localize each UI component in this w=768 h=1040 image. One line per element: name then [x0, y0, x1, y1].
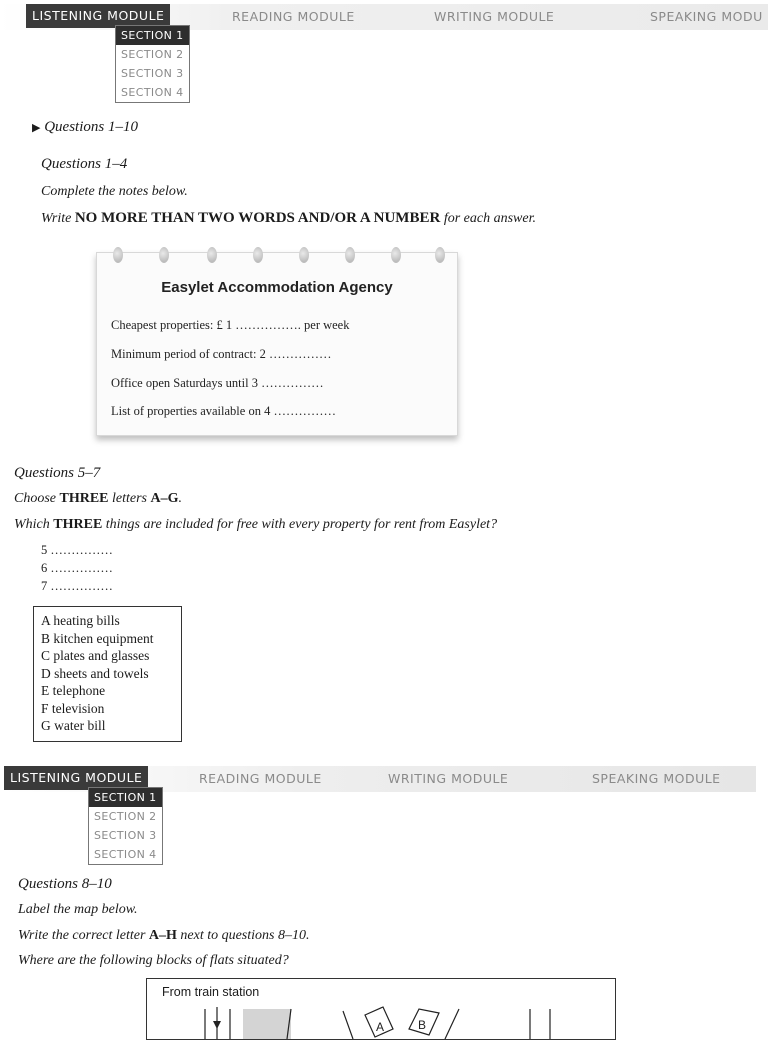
triangle-right-icon: ▶ — [32, 122, 41, 134]
part-heading — [32, 119, 138, 136]
note-line-2: Minimum period of contract: 2 …………… — [111, 347, 332, 361]
q1-4-instruction-2: Write NO MORE THAN TWO WORDS AND/OR A NUMBER for each answer. — [41, 210, 536, 226]
q8-10-instruction-2: Write the correct letter A–H next to questions 8–10. — [18, 928, 310, 943]
q1-4-instruction-1: Complete the notes below. — [41, 184, 188, 199]
nav-listening-module-2[interactable]: LISTENING MODULE — [4, 766, 148, 790]
q8-10-heading: Questions 8–10 — [18, 876, 112, 892]
option-g: G water bill — [41, 718, 106, 733]
map-drawing — [147, 979, 615, 1039]
q5-7-question: Which THREE things are included for free with every property for rent from Easylet? — [14, 517, 498, 532]
nav-listening-module[interactable]: LISTENING MODULE — [26, 4, 170, 28]
map-box — [146, 978, 616, 1040]
notes-card — [96, 252, 458, 436]
q8-10-instruction-1: Label the map below. — [18, 902, 138, 917]
q5-7-heading: Questions 5–7 — [14, 465, 101, 481]
options-box — [33, 606, 182, 742]
map-label-b: B — [418, 1018, 427, 1032]
spiral-rings — [105, 247, 445, 267]
q1-4-heading: Questions 1–4 — [41, 156, 128, 172]
section-4-tab-2[interactable]: SECTION 4 — [94, 848, 157, 861]
section-menu-bottom — [88, 787, 163, 865]
section-1-tab[interactable]: SECTION 1 — [116, 26, 189, 45]
nav-writing-module[interactable]: WRITING MODULE — [434, 9, 555, 24]
nav-speaking-module[interactable]: SPEAKING MODU — [650, 9, 763, 24]
section-menu-top — [115, 25, 190, 103]
nav-writing-module-2[interactable]: WRITING MODULE — [388, 771, 509, 786]
option-e: E telephone — [41, 683, 106, 698]
option-a: A heating bills — [41, 613, 120, 628]
answer-5[interactable]: 5 …………… — [41, 543, 113, 557]
section-4-tab[interactable]: SECTION 4 — [121, 86, 184, 99]
option-b: B kitchen equipment — [41, 630, 154, 646]
q8-10-question: Where are the following blocks of flats situated? — [18, 953, 289, 968]
nav-speaking-module-2[interactable]: SPEAKING MODULE — [592, 771, 721, 786]
map-title: From train station — [162, 985, 260, 999]
section-3-tab[interactable]: SECTION 3 — [121, 67, 184, 80]
section-1-tab-2[interactable]: SECTION 1 — [89, 788, 162, 807]
part-heading-text: Questions 1–10 — [44, 119, 138, 135]
map-label-a: A — [376, 1020, 385, 1034]
q5-7-choose: Choose THREE letters A–G. — [14, 491, 183, 506]
nav-reading-module[interactable]: READING MODULE — [232, 9, 355, 24]
section-3-tab-2[interactable]: SECTION 3 — [94, 829, 157, 842]
option-c: C plates and glasses — [41, 648, 150, 663]
nav-reading-module-2[interactable]: READING MODULE — [199, 771, 322, 786]
section-2-tab-2[interactable]: SECTION 2 — [94, 810, 157, 823]
notes-title: Easylet Accommodation Agency — [161, 279, 393, 296]
note-line-4: List of properties available on 4 …………… — [111, 404, 336, 418]
answer-7[interactable]: 7 …………… — [41, 579, 113, 593]
note-line-1: Cheapest properties: £ 1 ……………. per week — [111, 318, 350, 332]
answer-6[interactable]: 6 …………… — [41, 561, 113, 575]
note-line-3: Office open Saturdays until 3 …………… — [111, 376, 324, 390]
section-2-tab[interactable]: SECTION 2 — [121, 48, 184, 61]
option-f: F television — [41, 700, 105, 716]
option-d: D sheets and towels — [41, 665, 149, 681]
